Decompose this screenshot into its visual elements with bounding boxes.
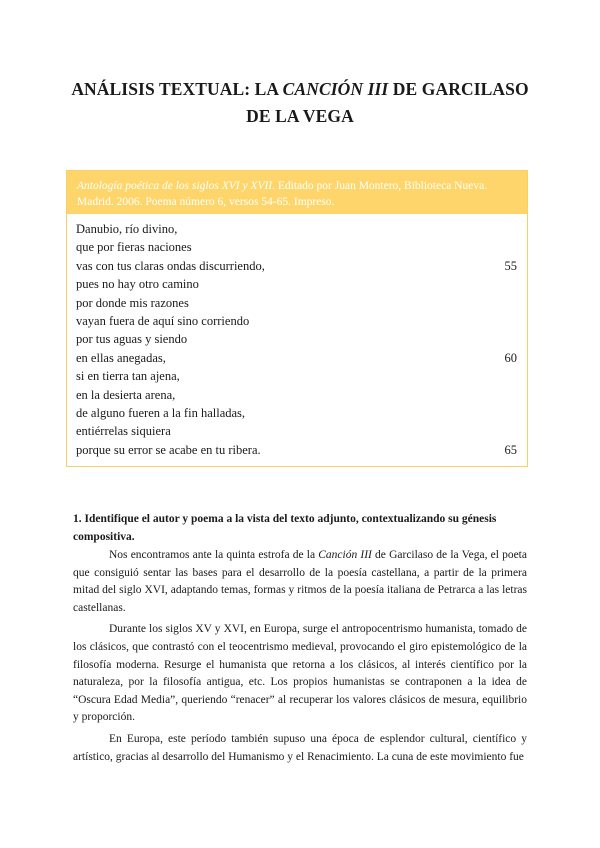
section-1 xyxy=(73,511,527,766)
page-title xyxy=(60,76,540,130)
poem-line xyxy=(76,404,527,422)
poem-line xyxy=(76,238,527,256)
poem-line xyxy=(76,294,527,312)
paragraph-1-end: de Garcilaso de la Vega, el poeta que consiguió sentar las bases para el desarrollo de la poesía castellana, a partir de la primera mitad del siglo XVI, adaptando temas, formas y ritmos de la poesía italiana de Petrarca a las letras castellanas. xyxy=(73,549,527,614)
poem-line-text: pues no hay otro camino xyxy=(76,277,199,292)
title-part-2: DE GARCILASO DE LA VEGA xyxy=(246,79,529,126)
paragraph-1 xyxy=(73,547,527,617)
line-number: 65 xyxy=(504,442,517,457)
poem-line-text: que por fieras naciones xyxy=(76,240,192,255)
poem-line xyxy=(76,220,527,238)
poem-lines xyxy=(67,214,527,459)
poem-line-text: por tus aguas y siendo xyxy=(76,332,188,347)
poem-line-text: entiérrelas siquiera xyxy=(76,424,171,439)
poem-line-text: si en tierra tan ajena, xyxy=(76,369,180,384)
poem-line-text: porque su error se acabe en tu ribera. xyxy=(76,442,261,457)
source-book-title: Antología poética de los siglos XVI y XVII xyxy=(77,180,273,192)
paragraph-2: Durante los siglos XV y XVI, en Europa, surge el antropocentrismo humanista, tomado de los clásicos, que contrastó con el teocentrismo medieval, provocando el giro epistemológico de la filosofía moderna. Resurge el humanista que retorna a los clásicos, al interés científico por la naturaleza, por la filosofía antigua, etc. Los propios humanistas se contraponen a la idea de “Oscura Edad Media”, queriendo “renacer” al recuperar los valores clásicos de mesura, equilibrio y proporción. xyxy=(73,623,527,724)
poem-line xyxy=(76,330,527,348)
poem-line xyxy=(76,312,527,330)
poem-source-citation xyxy=(67,171,527,214)
poem-line xyxy=(76,349,527,367)
poem-line xyxy=(76,422,527,440)
poem-line-text: vas con tus claras ondas discurriendo, xyxy=(76,258,265,273)
poem-line xyxy=(76,257,527,275)
poem-line xyxy=(76,275,527,293)
paragraph-1-start: Nos encontramos ante la quinta estrofa de la xyxy=(109,549,319,561)
poem-line-text: en la desierta arena, xyxy=(76,387,176,402)
poem-line xyxy=(76,441,527,459)
title-part-1: ANÁLISIS TEXTUAL: LA xyxy=(71,79,283,99)
paragraph-3: En Europa, este período también supuso una época de esplendor cultural, científico y artístico, gracias al desarrollo del Humanismo y el Renacimiento. La cuna de este movimiento fue xyxy=(73,732,527,763)
poem-box xyxy=(66,170,528,467)
work-title-italic: Canción III xyxy=(318,549,372,561)
line-number: 55 xyxy=(504,258,517,273)
source-details: . Editado por Juan Montero, Biblioteca Nueva. Madrid. 2006. Poema número 6, versos 54-65. Impreso. xyxy=(77,180,488,208)
poem-line-text: de alguno fueren a la fin halladas, xyxy=(76,405,246,420)
poem-line-text: en ellas anegadas, xyxy=(76,350,166,365)
poem-line-text: Danubio, río divino, xyxy=(76,222,178,236)
poem-line-text: vayan fuera de aquí sino corriendo xyxy=(76,313,250,328)
poem-line xyxy=(76,386,527,404)
title-work-name: CANCIÓN III xyxy=(282,79,389,99)
poem-line-text: por donde mis razones xyxy=(76,295,189,310)
line-number: 60 xyxy=(504,350,517,365)
question-heading: 1. Identifique el autor y poema a la vista del texto adjunto, contextualizando su génesis compositiva. xyxy=(73,513,497,543)
poem-line xyxy=(76,367,527,385)
